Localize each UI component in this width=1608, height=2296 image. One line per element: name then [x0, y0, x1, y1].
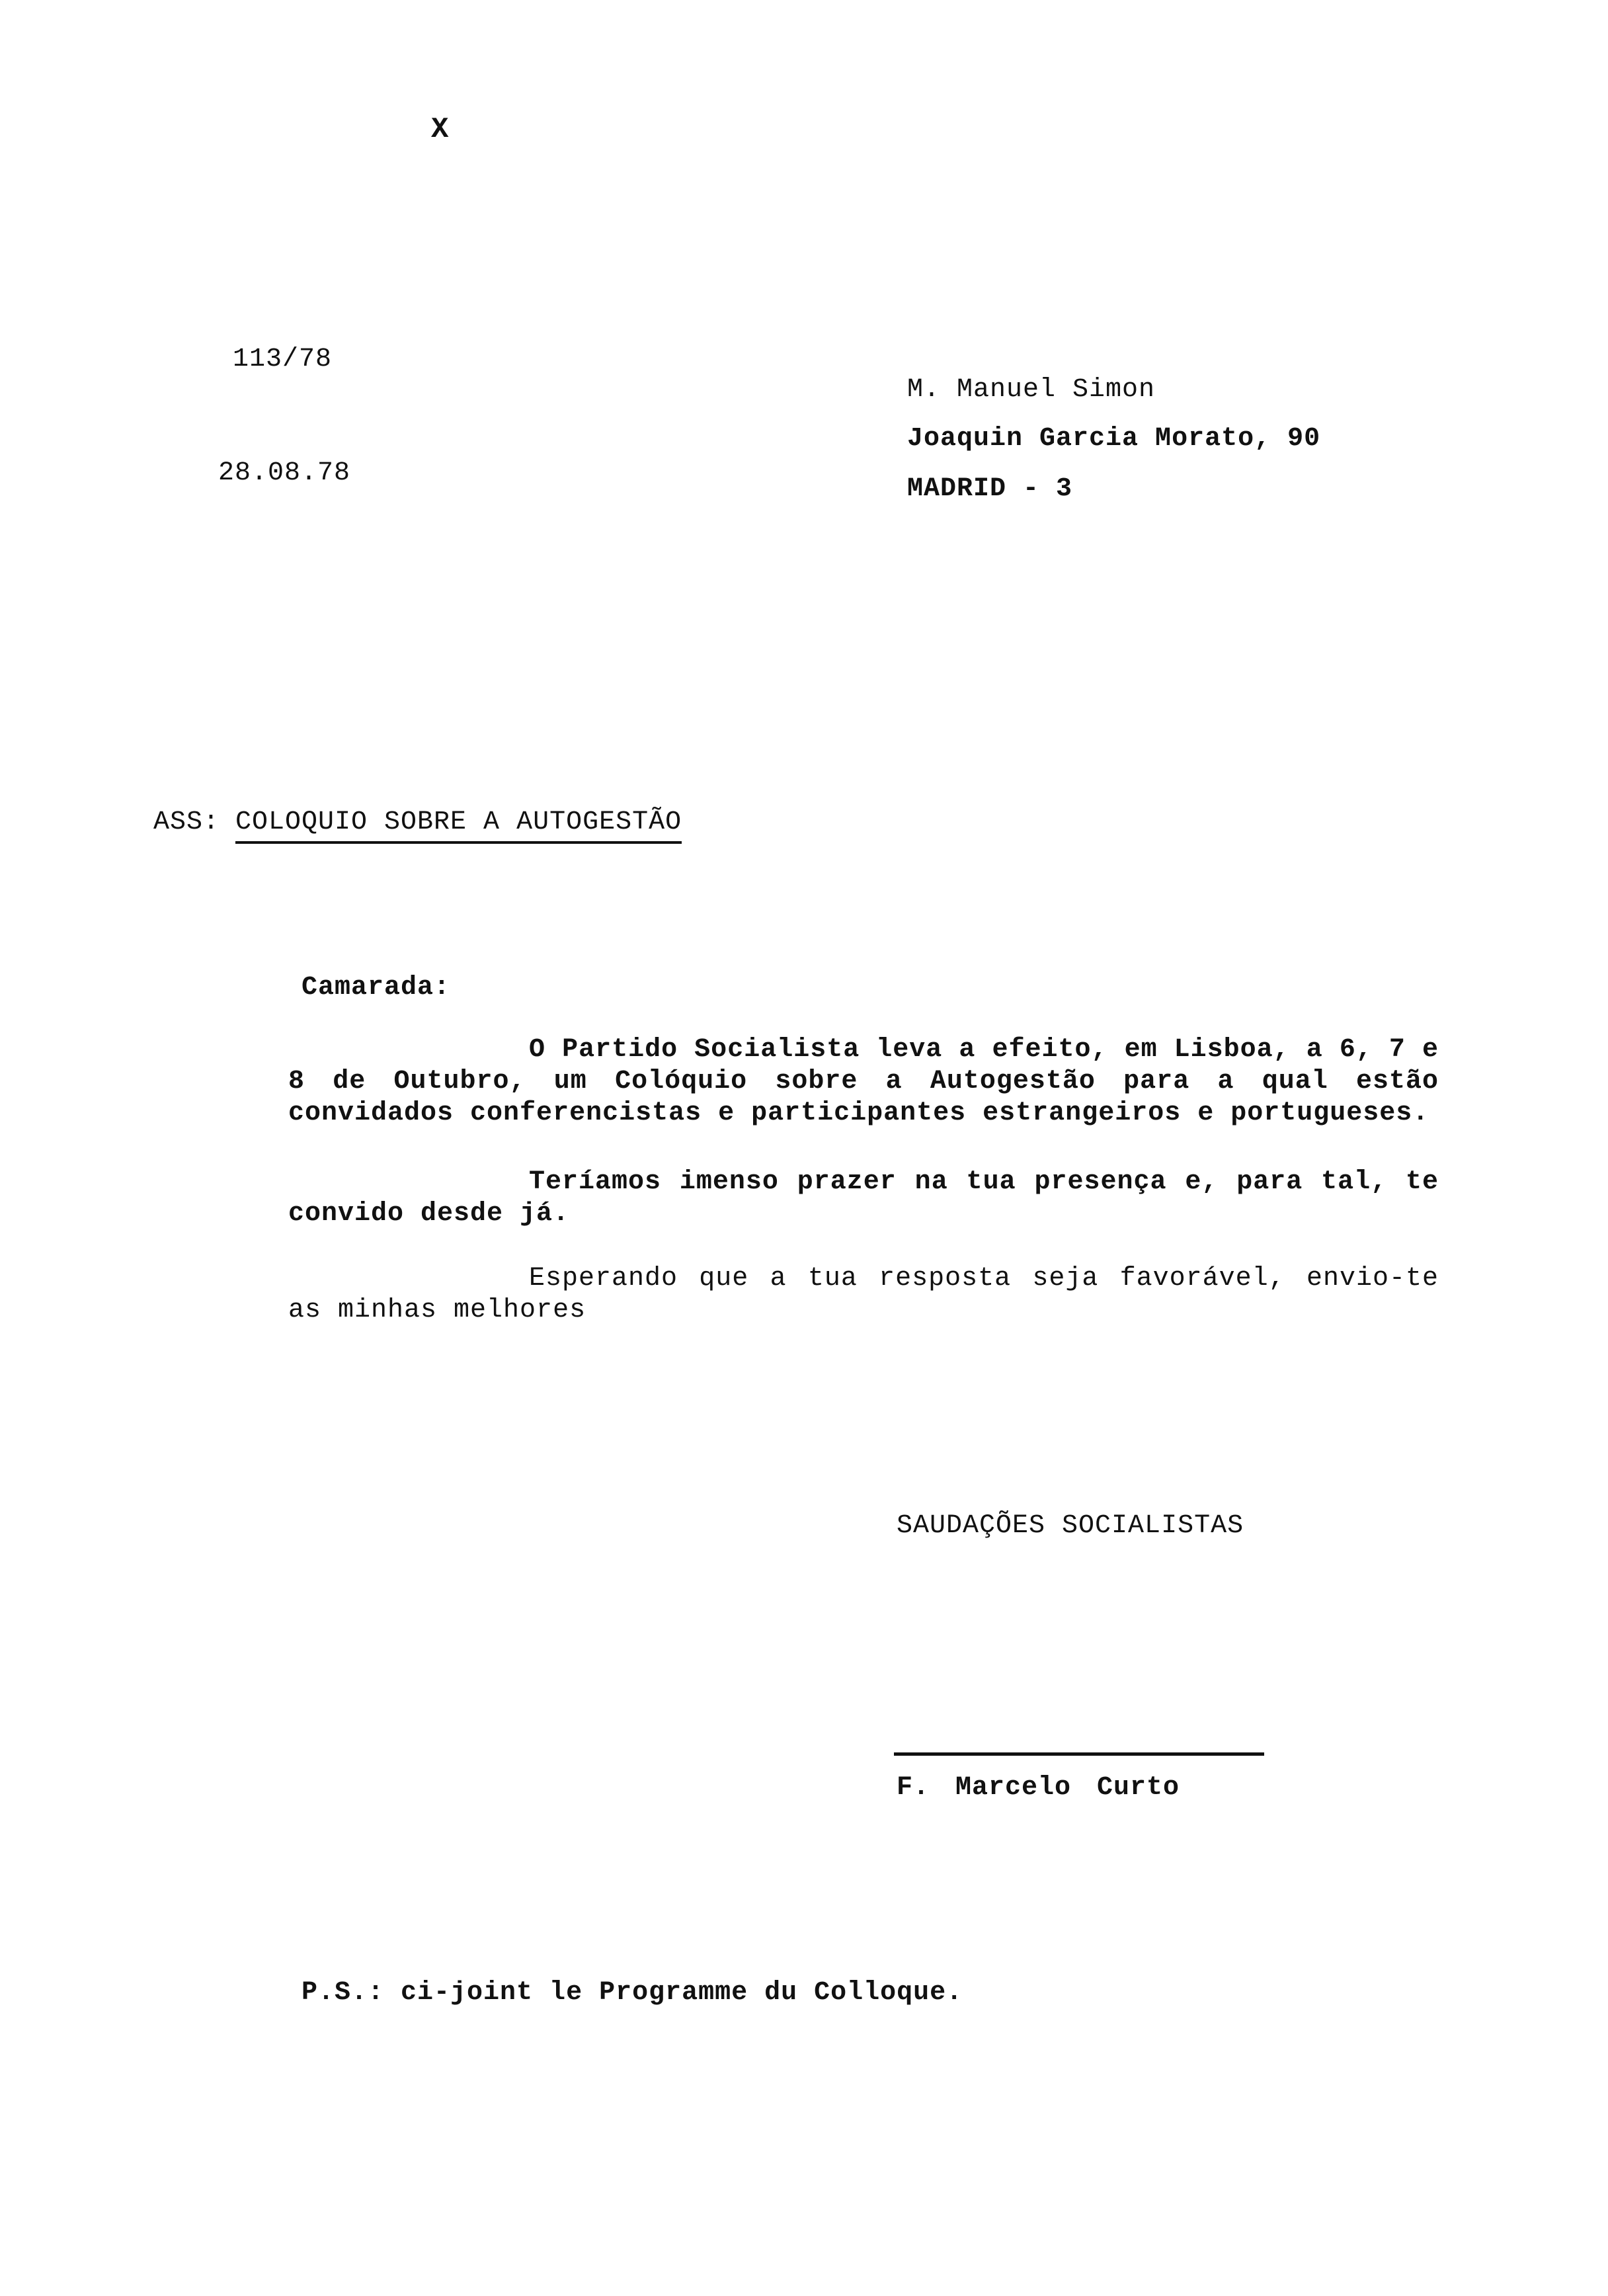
file-mark: X	[431, 113, 450, 146]
postscript: P.S.: ci-joint le Programme du Colloque.	[302, 1978, 963, 2008]
body-paragraph: Esperando que a tua resposta seja favorável, envio-te as minhas melhores	[288, 1264, 1439, 1325]
signatory-name: F. Marcelo Curto	[897, 1773, 1180, 1803]
subject-label: ASS:	[153, 807, 220, 837]
recipient-street: Joaquin Garcia Morato, 90	[907, 424, 1321, 454]
recipient-city: MADRID - 3	[907, 474, 1073, 504]
signature-line	[894, 1752, 1264, 1756]
recipient-name: M. Manuel Simon	[907, 375, 1156, 405]
salutation: Camarada:	[302, 973, 451, 1003]
body-paragraph: O Partido Socialista leva a efeito, em Lisboa, a 6, 7 e 8 de Outubro, um Colóquio sobre a Autogestão para a qual estão convidados conferencistas e participantes estrangeiros e portugueses.	[288, 1035, 1439, 1128]
body-paragraph: Teríamos imenso prazer na tua presença e, para tal, te convido desde já.	[288, 1167, 1439, 1229]
subject-text: COLOQUIO SOBRE A AUTOGESTÃO	[235, 807, 682, 844]
letter-date: 28.08.78	[218, 458, 351, 488]
reference-number: 113/78	[233, 345, 333, 374]
closing-phrase: SAUDAÇÕES SOCIALISTAS	[897, 1511, 1244, 1541]
